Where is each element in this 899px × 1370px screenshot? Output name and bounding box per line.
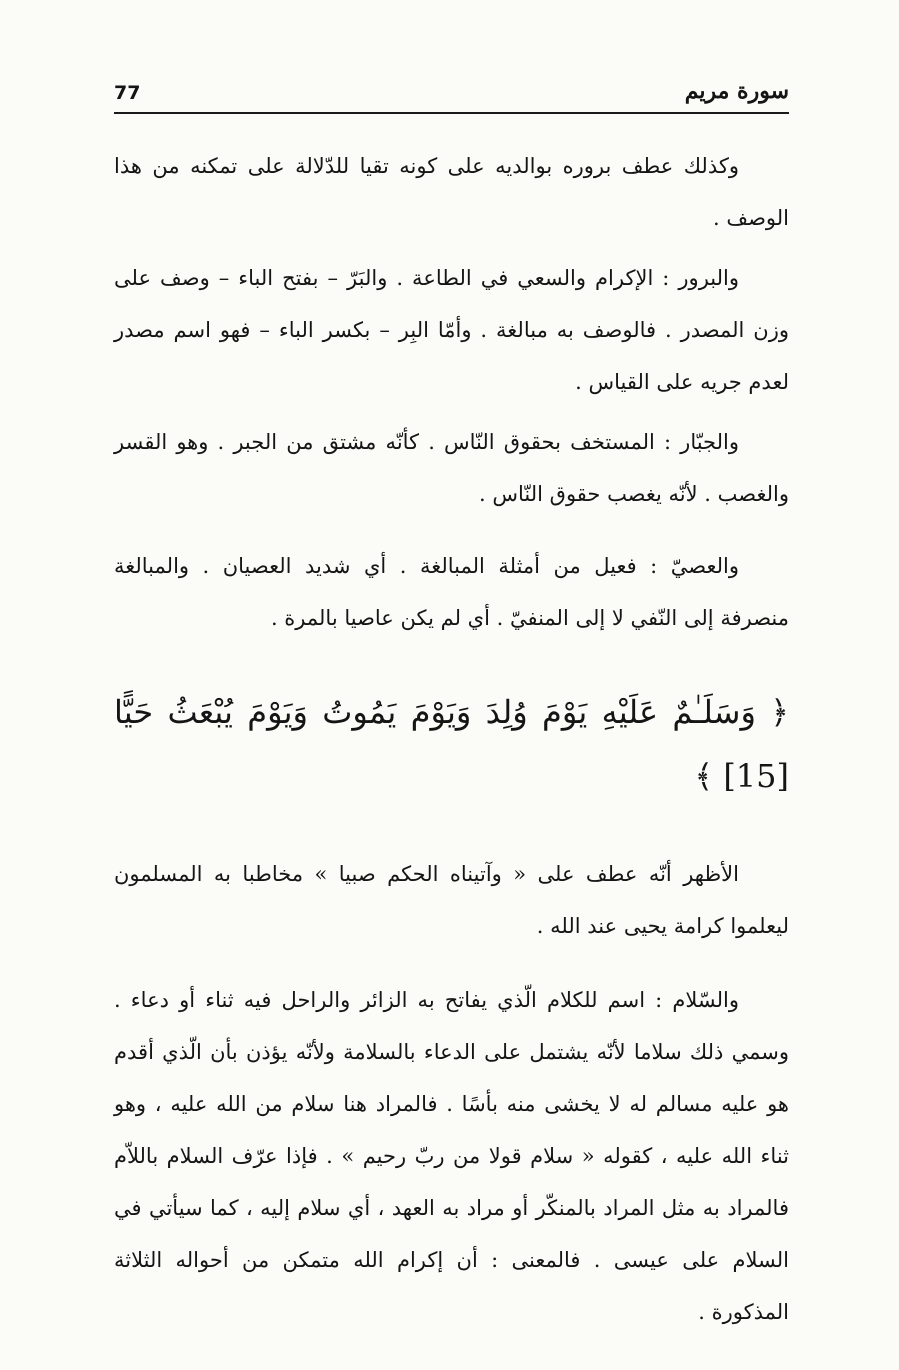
paragraph-birr-conjunction: وكذلك عطف بروره بوالديه على كونه تقيا للدّلالة على تمكنه من هذا الوصف .	[114, 154, 789, 230]
surah-title: سورة مريم	[684, 78, 789, 104]
paragraph-salam-definition: والسّلام : اسم للكلام الّذي يفاتح به الزائر والراحل فيه ثناء أو دعاء . وسمي ذلك سلاما لأنّه يشتمل على الدعاء بالسلامة ولأنّه يؤذن بأن الّذي أقدم هو عليه مسالم له لا يخشى منه بأسًا . فالمراد هنا سلام من الله عليه ، وهو ثناء الله عليه ، كقوله « سلام قولا من ربّ رحيم » . فإذا عرّف السلام باللاّم فالمراد به مثل المراد بالمنكّر أو مراد به العهد ، أي سلام إليه ، كما سيأتي في السلام على عيسى . فالمعنى : أن إكرام الله متمكن من أحواله الثلاثة المذكورة .	[114, 988, 789, 1324]
paragraph-verse-commentary: الأظهر أنّه عطف على « وآتيناه الحكم صبيا » مخاطبا به المسلمون ليعلموا كرامة يحيى عند الله .	[114, 862, 789, 938]
page-header	[114, 78, 789, 114]
quran-verse-15: ﴿ وَسَلَـٰمٌ عَلَيْهِ يَوْمَ وُلِدَ وَيَوْمَ يَمُوتُ وَيَوْمَ يُبْعَثُ حَيًّا [15] ﴾	[114, 693, 789, 795]
page-body	[114, 140, 789, 1338]
paragraph-jabbar-definition: والجبّار : المستخف بحقوق النّاس . كأنّه مشتق من الجبر . وهو القسر والغصب . لأنّه يغصب حقوق النّاس .	[114, 430, 789, 506]
paragraph-asiy-definition: والعصيّ : فعيل من أمثلة المبالغة . أي شديد العصيان . والمبالغة منصرفة إلى النّفي لا إلى المنفيّ . أي لم يكن عاصيا بالمرة .	[114, 554, 789, 630]
paragraph-birr-definition: والبرور : الإكرام والسعي في الطاعة . والبَرّ – بفتح الباء – وصف على وزن المصدر . فالوصف به مبالغة . وأمّا البِر – بكسر الباء – فهو اسم مصدر لعدم جريه على القياس .	[114, 266, 789, 394]
page-number: 77	[114, 82, 141, 104]
